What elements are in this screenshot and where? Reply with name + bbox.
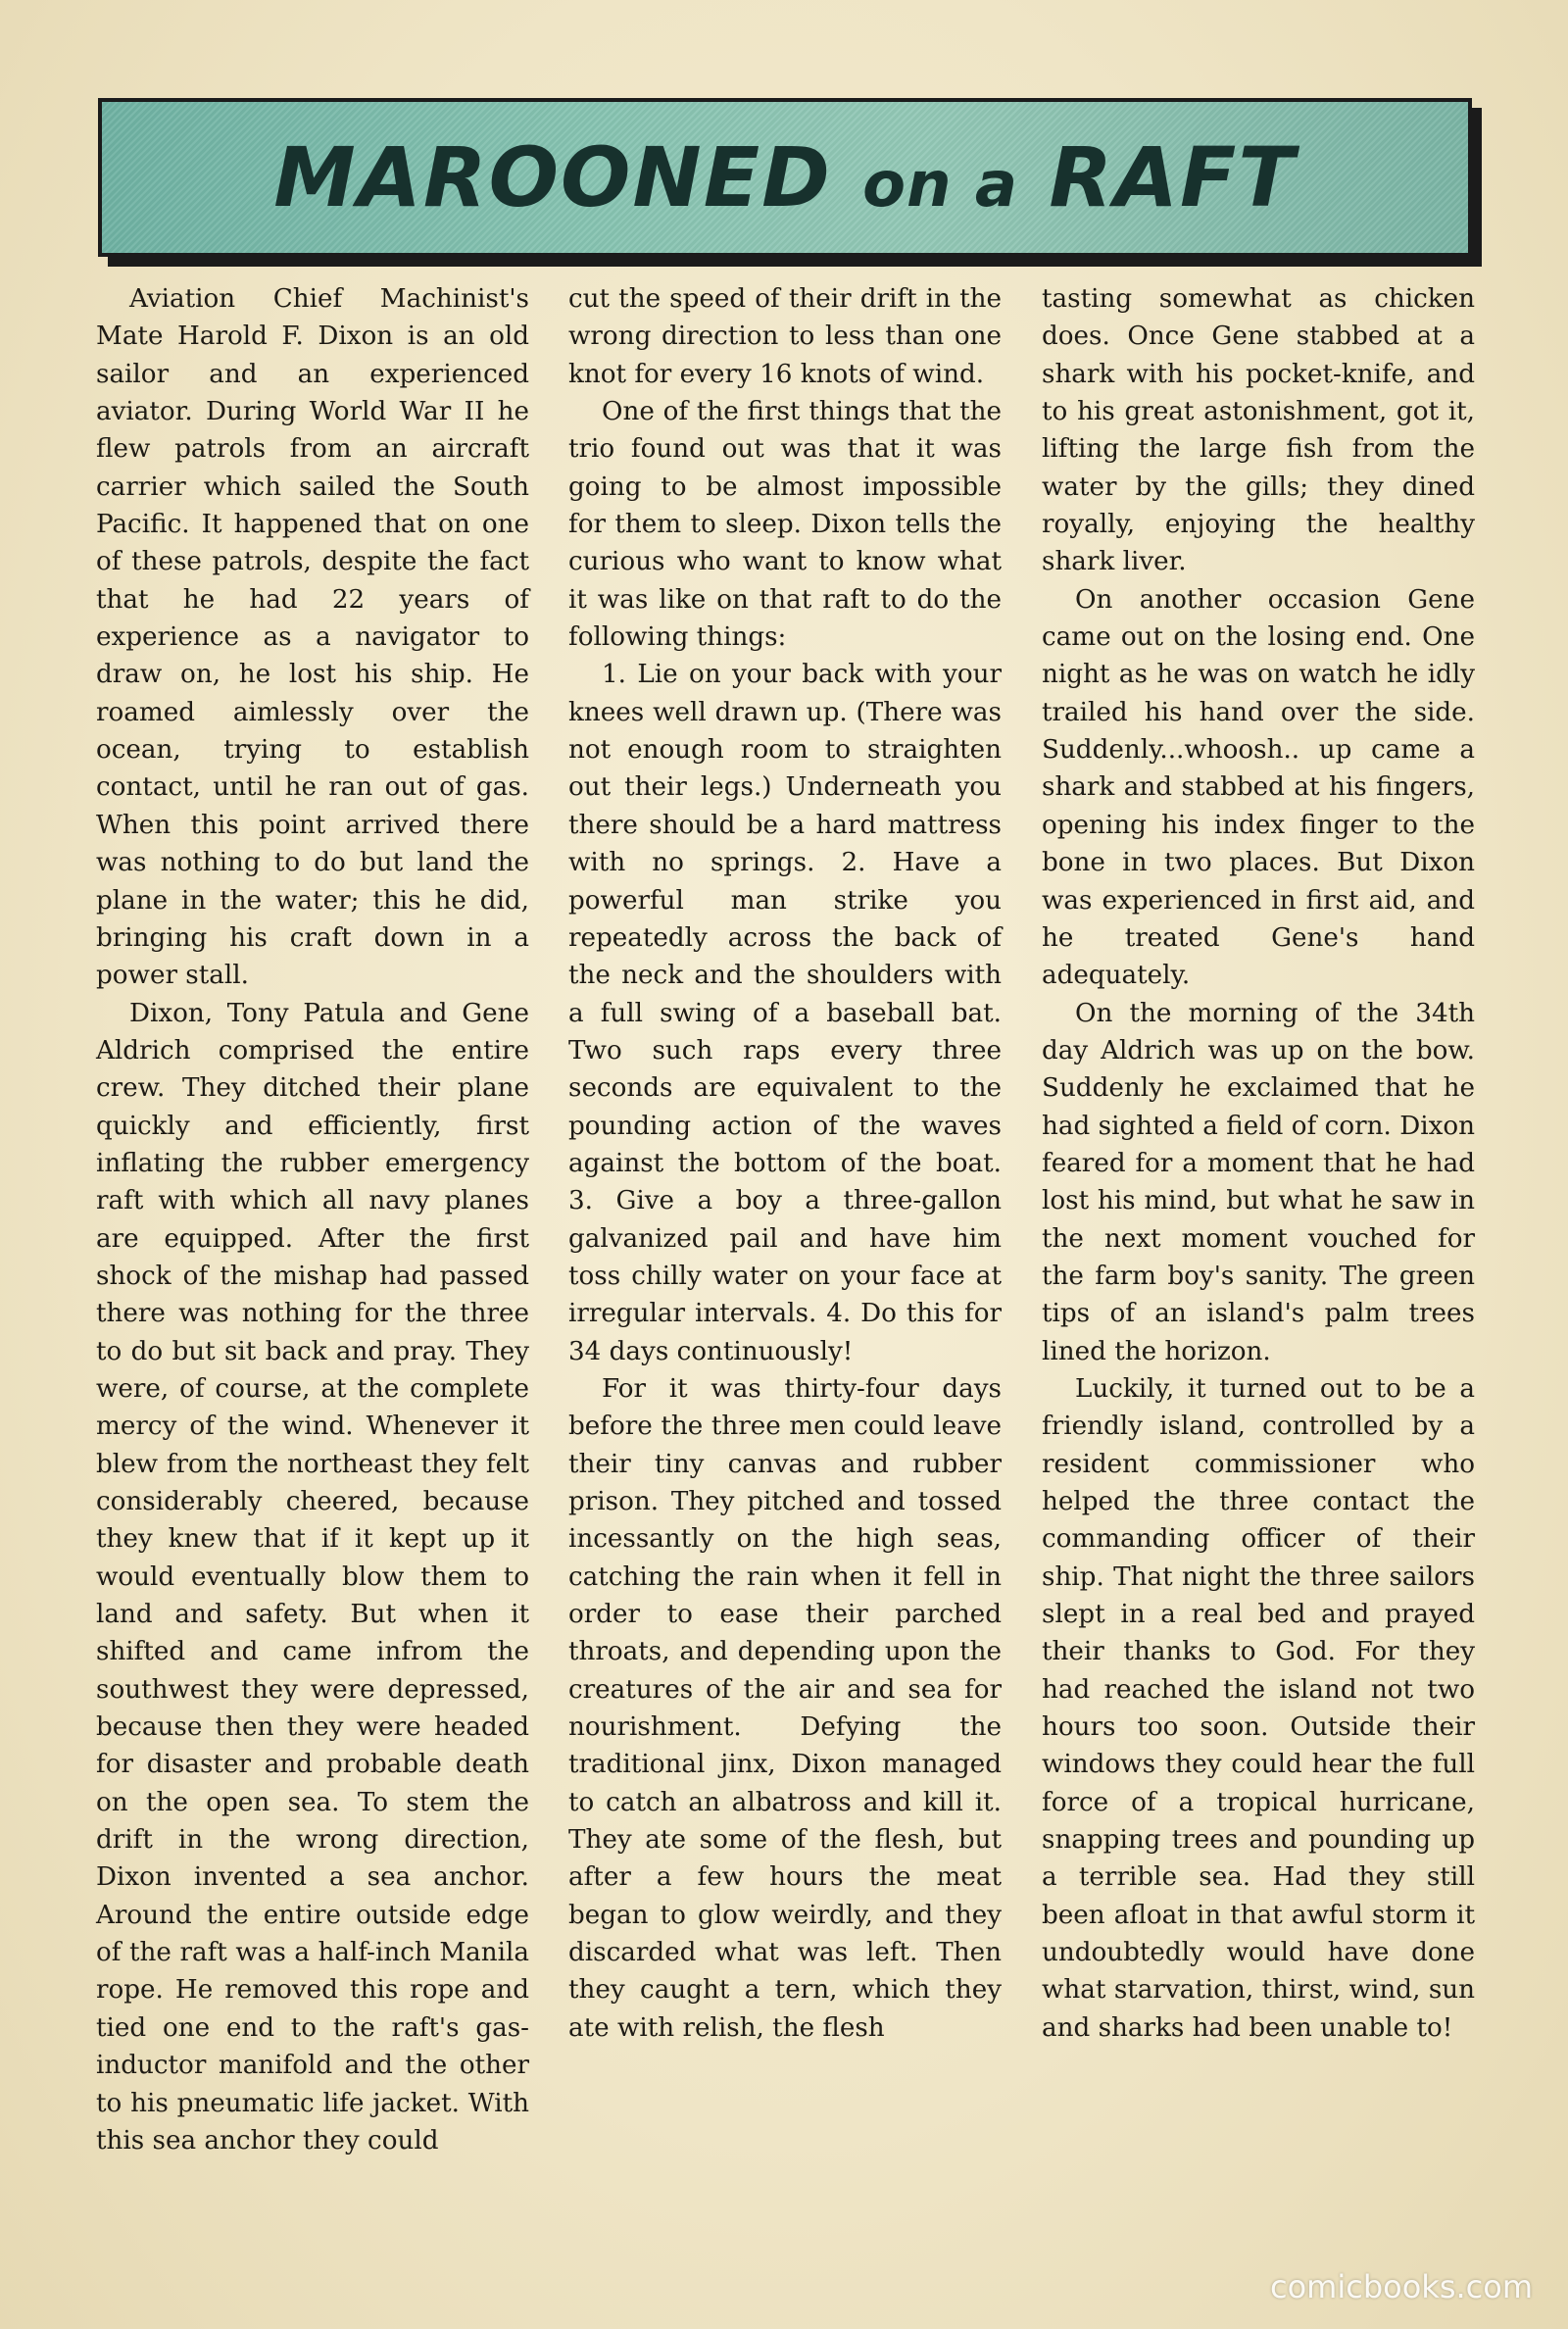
title-word-on-a: on a (862, 149, 1019, 222)
paragraph: Luckily, it turned out to be a friendly island, controlled by a resident commissioner who helped the three contact the commanding officer of their ship. That night the three sailors slept in a real bed and prayed their thanks to God. For they had reached the island not two hours too soon. Outside their windows they could hear the full force of a tropical hurricane, snapping trees and pounding up a terrible sea. Had they still been afloat in that awful storm it undoubtedly would have done what starvation, thirst, wind, sun and sharks had been unable to! (1042, 1373, 1475, 2043)
paragraph: 1. Lie on your back with your knees well drawn up. (There was not enough room to straighten out their legs.) Underneath you there should be a hard mattress with no springs. 2. Have a powerful man strike you repeatedly across the back of the neck and the shoulders with a full swing of a baseball bat. Two such raps every three seconds are equivalent to the pounding action of the waves against the bottom of the boat. 3. Give a boy a three-gallon galvanized pail and have him toss chilly water on your face at irregular intervals. 4. Do this for 34 days continuously! (568, 660, 1002, 1366)
paragraph: For it was thirty-four days before the three men could leave their tiny canvas and rubber prison. They pitched and tossed incessantly on the high seas, catching the rain when it fell in order to ease their parched throats, and depending upon the creatures of the air and sea for nourishment. Defying the traditional jinx, Dixon managed to catch an albatross and kill it. They ate some of the flesh, but after a few hours the meat began to glow weirdly, and they discarded what was left. Then they caught a tern, which they ate with relish, the flesh (568, 1373, 1002, 2043)
paragraph: On another occasion Gene came out on the losing end. One night as he was on watch he idly trailed his hand over the side. Suddenly...whoosh.. up came a shark and stabbed at his fingers, opening his index finger to the bone in two places. But Dixon was experienced in first aid, and he treated Gene's hand adequately. (1042, 584, 1475, 991)
paragraph: On the morning of the 34th day Aldrich was up on the bow. Suddenly he exclaimed that he had sighted a field of corn. Dixon feared for a moment that he had lost his mind, but what he saw in the next moment vouched for the farm boy's sanity. The green tips of an island's palm trees lined the horizon. (1042, 998, 1475, 1366)
paragraph: cut the speed of their drift in the wrong direction to less than one knot for every 16 knots of wind. (568, 284, 1002, 389)
paragraph: One of the first things that the trio found out was that it was going to be almost impossible for them to sleep. Dixon tells the curious who want to know what it was like on that raft to do the following things: (568, 397, 1002, 653)
text-column-1 (96, 280, 529, 2159)
paragraph: Aviation Chief Machinist's Mate Harold F. Dixon is an old sailor and an experienced aviator. During World War II he flew patrols from an aircraft carrier which sailed the South Pacific. It happened that on one of these patrols, despite the fact that he had 22 years of experience as a navigator to draw on, he lost his ship. He roamed aimlessly over the ocean, trying to establish contact, until he ran out of gas. When this point arrived there was nothing to do but land the plane in the water; this he did, bringing his craft down in a power stall. (96, 284, 529, 991)
watermark: comicbooks.com (1269, 2268, 1533, 2305)
title-word-raft: RAFT (1049, 129, 1297, 225)
text-column-2 (568, 280, 1002, 2047)
title-banner (98, 98, 1472, 257)
title-word-marooned: MAROONED (273, 129, 832, 225)
page-title (102, 129, 1468, 225)
paragraph: tasting somewhat as chicken does. Once Gene stabbed at a shark with his pocket-knife, and to his great astonishment, got it, lifting the large fish from the water by the gills; they dined royally, enjoying the healthy shark liver. (1042, 284, 1475, 577)
text-column-3 (1042, 280, 1475, 2047)
paragraph: Dixon, Tony Patula and Gene Aldrich comprised the entire crew. They ditched their plane quickly and efficiently, first inflating the rubber emergency raft with which all navy planes are equipped. After the first shock of the mishap had passed there was nothing for the three to do but sit back and pray. They were, of course, at the complete mercy of the wind. Whenever it blew from the northeast they felt considerably cheered, because they knew that if it kept up it would eventually blow them to land and safety. But when it shifted and came infrom the southwest they were depressed, because then they were headed for disaster and probable death on the open sea. To stem the drift in the wrong direction, Dixon invented a sea anchor. Around the entire outside edge of the raft was a half-inch Manila rope. He removed this rope and tied one end to the raft's gas-inductor manifold and the other to his pneumatic life jacket. With this sea anchor they could (96, 998, 529, 2156)
